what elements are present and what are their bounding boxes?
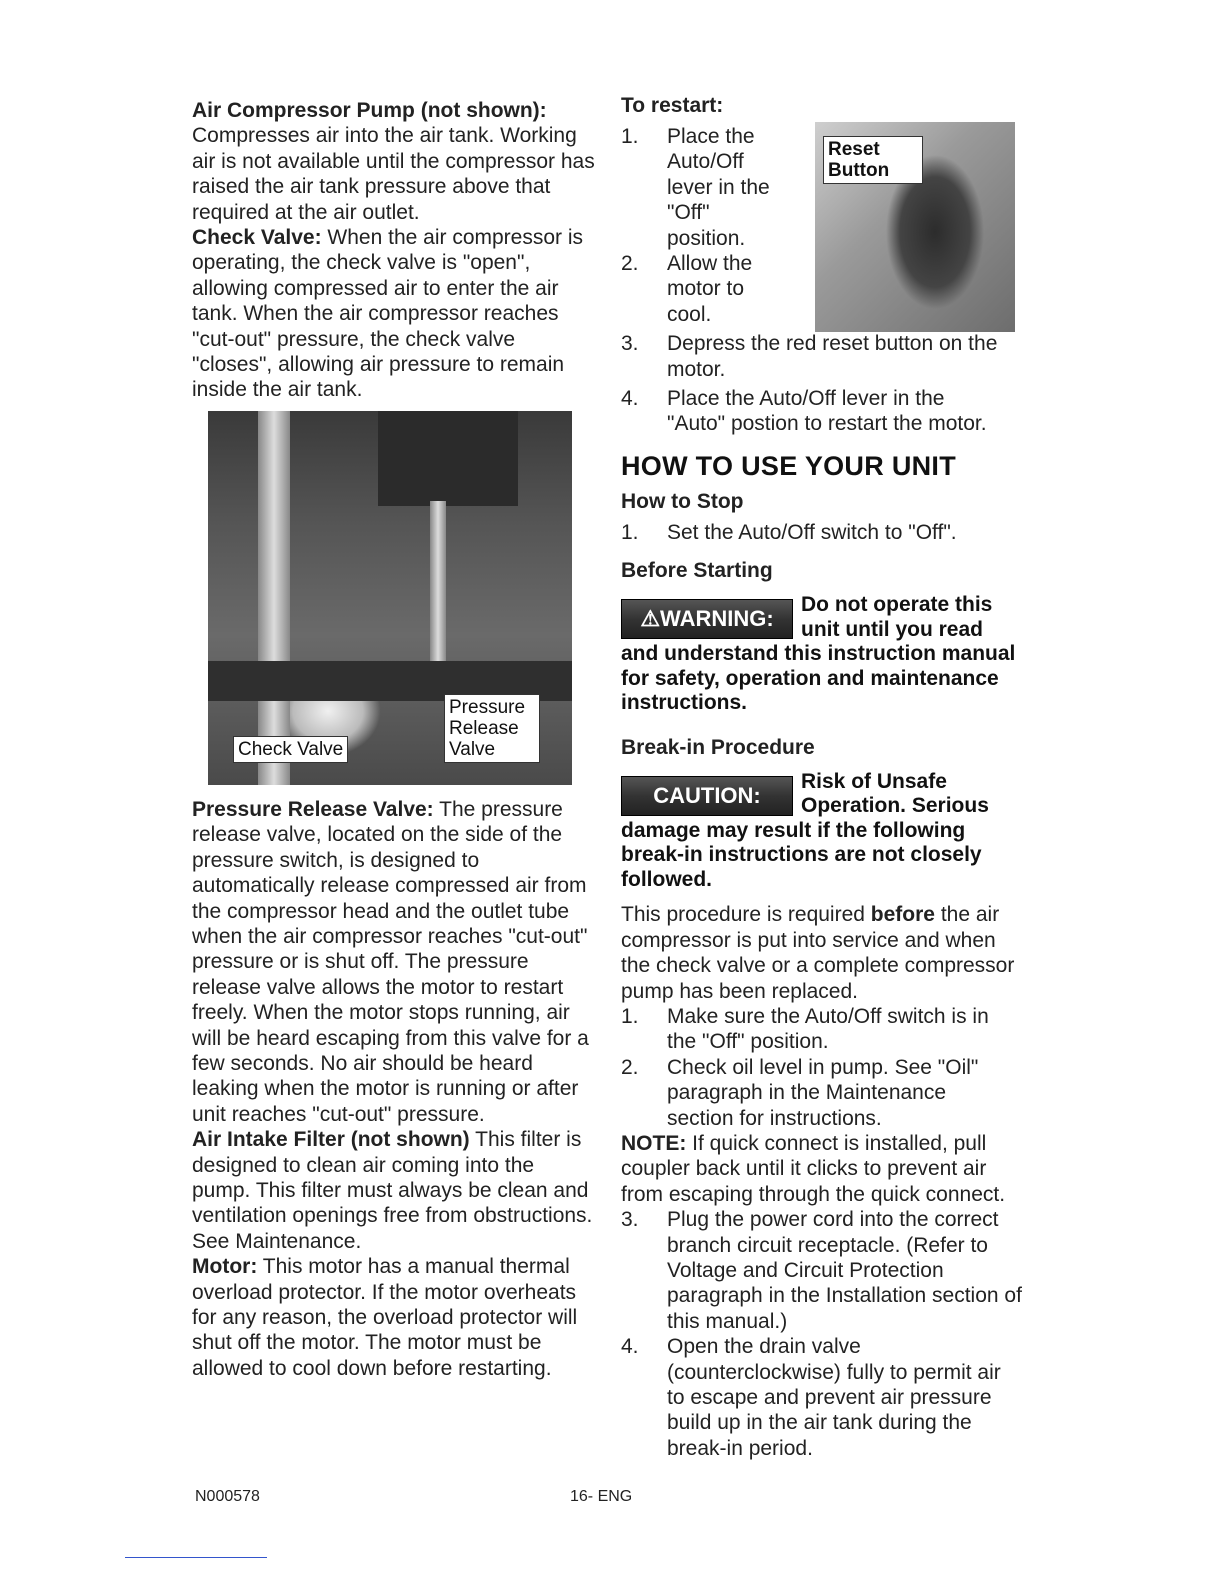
breakin-title: Break-in Procedure <box>621 735 815 759</box>
list-item <box>621 1207 1026 1334</box>
restart-title: To restart: <box>621 94 724 117</box>
caution-text: Risk of Unsafe Operation. Serious damage may result if the following break-in instructions are not closely followed. <box>621 769 989 891</box>
list-number: 4. <box>621 1335 639 1359</box>
procedure-text: This procedure is required <box>621 903 871 927</box>
list-item <box>621 1055 1017 1131</box>
breakin-steps-b <box>621 1207 1026 1461</box>
filter-text: This filter is designed to clean air coming into the pump. This filter must always be clean and ventilation openings free from obstructions. See Maintenance. <box>192 1128 593 1253</box>
procedure-bold: before <box>870 903 935 927</box>
list-text: Depress the red reset button on the motor. <box>667 332 998 381</box>
check-valve-title: Check Valve: <box>192 226 322 250</box>
check-valve-paragraph <box>192 225 597 403</box>
list-number: 2. <box>621 252 639 276</box>
procedure-paragraph <box>621 902 1026 1004</box>
note-title: NOTE: <box>621 1131 687 1155</box>
reset-button-label: Reset Button <box>823 136 923 184</box>
page-number: 16- ENG <box>570 1488 633 1505</box>
list-item <box>621 124 787 251</box>
note-text: If quick connect is installed, pull coupler back until it clicks to prevent air from escaping through the quick connect. <box>621 1131 1006 1206</box>
list-text: Place the Auto/Off lever in the "Off" position. <box>667 125 770 250</box>
list-text: Open the drain valve (counterclockwise) fully to permit air to escape and prevent air pressure build up in the air tank during the break-in period. <box>667 1335 1001 1460</box>
breakin-steps-a <box>621 1004 1026 1131</box>
reset-button-photo <box>815 122 1015 332</box>
prv-text: The pressure release valve, located on the side of the pressure switch, is designed to automatically release compressed air from the compressor head and the outlet tube when the air compressor reaches "cut-out" pressure or is shut off. The pressure release valve allows the motor to restart freely. When the motor stops running, air will be heard escaping from this valve for a few seconds. No air should be heard leaking when the motor is running or after unit reaches "cut-out" pressure. <box>192 797 589 1126</box>
before-title: Before Starting <box>621 559 773 583</box>
pump-title: Air Compressor Pump (not shown): <box>192 99 547 122</box>
list-number: 3. <box>621 1208 639 1232</box>
motor-title: Motor: <box>192 1255 258 1279</box>
list-item <box>621 251 787 327</box>
stop-title: How to Stop <box>621 489 744 513</box>
check-valve-text: When the air compressor is operating, the check valve is "open", allowing compressed air to enter the air tank. When the air compressor reaches "cut-out" pressure, the check valve "closes", allowing air pressure to remain inside the air tank. <box>192 226 584 402</box>
right-column <box>621 94 1026 1461</box>
filter-title: Air Intake Filter (not shown) <box>192 1128 470 1152</box>
caution-badge: CAUTION: <box>621 776 793 816</box>
pressure-switch-shape <box>378 411 518 506</box>
main-heading: HOW TO USE YOUR UNIT <box>621 450 957 481</box>
motor-text: This motor has a manual thermal overload protector. If the motor overheats for any reason, the overload protector will shut off the motor. The motor must be allowed to cool down before restarting. <box>192 1255 578 1380</box>
list-number: 1. <box>621 1004 639 1028</box>
note-paragraph <box>621 1131 1026 1207</box>
pump-text: Compresses air into the air tank. Working air is not available until the compressor has raised the air tank pressure above that required at the air outlet. <box>192 124 595 224</box>
list-text: Check oil level in pump. See "Oil" paragraph in the Maintenance section for instructions. <box>667 1055 979 1130</box>
list-item <box>621 1334 1017 1461</box>
list-text: Place the Auto/Off lever in the "Auto" postion to restart the motor. <box>667 387 987 436</box>
list-number: 1. <box>621 125 639 148</box>
left-column <box>192 98 597 1381</box>
procedure-text-2: the air compressor is put into service and when the check valve or a complete compressor pump has been replaced. <box>621 903 1015 1003</box>
list-text: Allow the motor to cool. <box>667 252 753 326</box>
prv-title: Pressure Release Valve: <box>192 797 434 821</box>
filter-paragraph <box>192 1127 597 1254</box>
warning-text: Do not operate this unit until you read and understand this instruction manual for safety, operation and maintenance instructions. <box>621 593 1016 715</box>
restart-section <box>621 94 1026 437</box>
list-text: Make sure the Auto/Off switch is in the "Off" position. <box>667 1004 989 1054</box>
pressure-release-valve-label: Pressure Release Valve <box>444 694 540 763</box>
tube-shape <box>258 411 290 785</box>
warning-badge: ⚠WARNING: <box>621 599 793 639</box>
list-item <box>621 331 1026 382</box>
caution-block <box>621 770 1026 893</box>
valves-photo <box>208 411 572 785</box>
bottom-rule <box>125 1557 267 1558</box>
motor-paragraph <box>192 1254 597 1381</box>
check-valve-label: Check Valve <box>233 736 348 763</box>
list-item <box>621 1004 1017 1055</box>
list-text: Plug the power cord into the correct branch circuit receptacle. (Refer to Voltage and Circuit Protection paragraph in the Installation section of this manual.) <box>667 1208 1022 1333</box>
warning-block <box>621 593 1026 716</box>
list-text: Set the Auto/Off switch to "Off". <box>667 520 957 544</box>
list-item <box>621 520 1026 545</box>
document-code: N000578 <box>195 1488 260 1505</box>
pump-paragraph <box>192 98 597 225</box>
list-number: 1. <box>621 520 639 544</box>
list-item <box>621 386 987 437</box>
prv-paragraph <box>192 797 597 1127</box>
list-number: 3. <box>621 332 639 356</box>
list-number: 2. <box>621 1055 639 1079</box>
list-number: 4. <box>621 387 639 411</box>
